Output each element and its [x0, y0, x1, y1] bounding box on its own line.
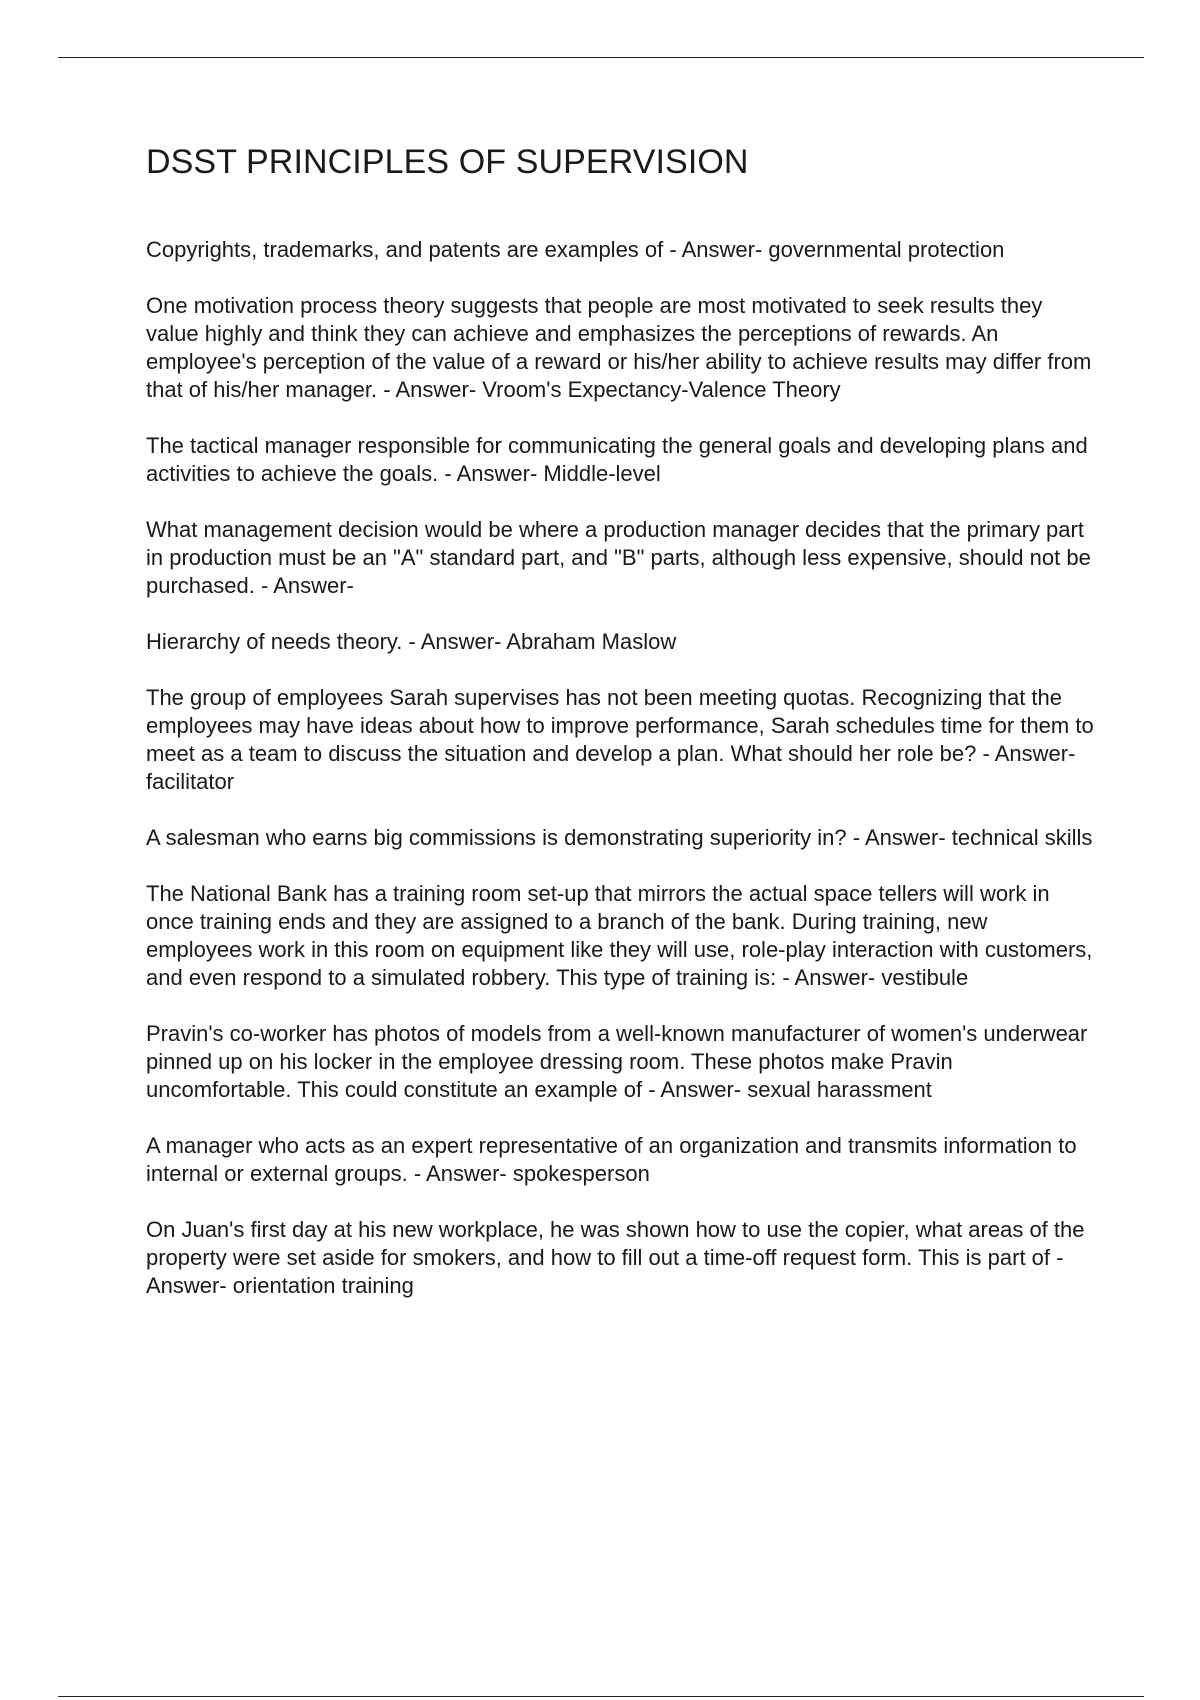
qa-item: Copyrights, trademarks, and patents are examples of - Answer- governmental protection: [146, 237, 1005, 262]
qa-item: Pravin's co-worker has photos of models from a well-known manufacturer of women's underwear pinned up on his locker in the employee dressing room. These photos make Pravin uncomfortable. This could constitute an example of - Answer- sexual harassment: [146, 1021, 1088, 1102]
qa-list: [146, 236, 1096, 1300]
bottom-divider: [58, 1696, 1144, 1697]
qa-item: The group of employees Sarah supervises has not been meeting quotas. Recognizing that the employees may have ideas about how to improve performance, Sarah schedules time for them to meet as a team to discuss the situation and develop a plan. What should her role be? - Answer- facilitator: [146, 685, 1094, 794]
qa-item: The National Bank has a training room set-up that mirrors the actual space tellers will work in once training ends and they are assigned to a branch of the bank. During training, new employees work in this room on equipment like they will use, role-play interaction with customers, and even respond to a simulated robbery. This type of training is: - Answer- vestibule: [146, 881, 1093, 990]
qa-item: A manager who acts as an expert representative of an organization and transmits information to internal or external groups. - Answer- spokesperson: [146, 1133, 1077, 1186]
document-title: DSST PRINCIPLES OF SUPERVISION: [146, 143, 749, 181]
qa-item: On Juan's first day at his new workplace, he was shown how to use the copier, what areas of the property were set aside for smokers, and how to fill out a time-off request form. This is part of - Answer- orientation training: [146, 1217, 1085, 1298]
top-divider: [58, 57, 1144, 58]
qa-item: One motivation process theory suggests that people are most motivated to seek results they value highly and think they can achieve and emphasizes the perceptions of rewards. An employee's perception of the value of a reward or his/her ability to achieve results may differ from that of his/her manager. - Answer- Vroom's Expectancy-Valence Theory: [146, 293, 1092, 402]
qa-item: The tactical manager responsible for communicating the general goals and developing plans and activities to achieve the goals. - Answer- Middle-level: [146, 433, 1088, 486]
qa-item: Hierarchy of needs theory. - Answer- Abraham Maslow: [146, 629, 677, 654]
document-body: [146, 140, 1096, 1328]
qa-item: A salesman who earns big commissions is demonstrating superiority in? - Answer- technical skills: [146, 825, 1093, 850]
qa-item: What management decision would be where a production manager decides that the primary part in production must be an "A" standard part, and "B" parts, although less expensive, should not be purchased. - Answer-: [146, 517, 1091, 598]
